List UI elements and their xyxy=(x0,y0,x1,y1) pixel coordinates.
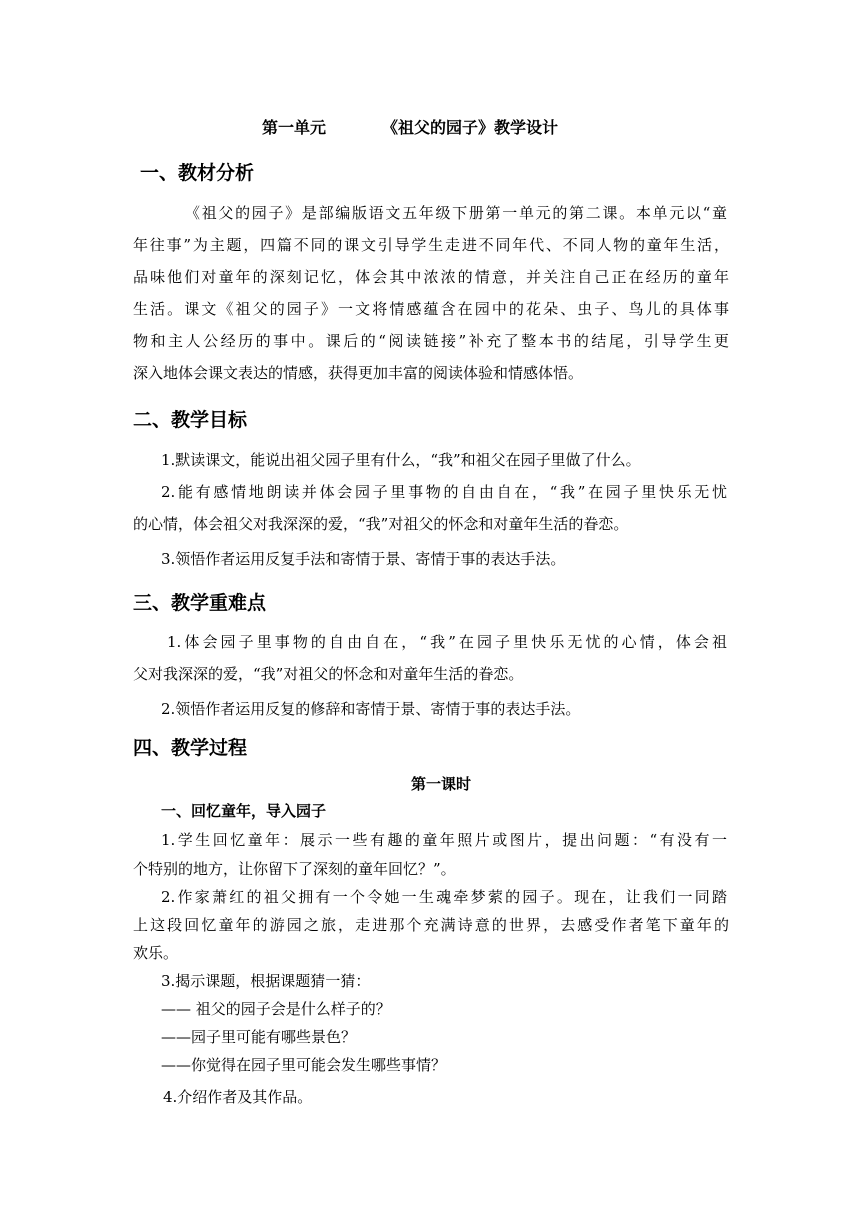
section-heading-objectives: 二、教学目标 xyxy=(133,409,248,431)
paragraph-line: 2.能有感情地朗读并体会园子里事物的自由自在，“我”在园子里快乐无忧 xyxy=(161,483,727,501)
paragraph-line: 年往事”为主题，四篇不同的课文引导学生走进不同年代、不同人物的童年生活， xyxy=(133,236,729,254)
paragraph-line: 物和主人公经历的事中。课后的“阅读链接”补充了整本书的结尾，引导学生更 xyxy=(133,332,729,350)
step-heading: 一、回忆童年，导入园子 xyxy=(161,802,327,820)
paragraph-line: —— 祖父的园子会是什么样子的？ xyxy=(161,1000,391,1018)
paragraph-line: 3.领悟作者运用反复手法和寄情于景、寄情于事的表达手法。 xyxy=(161,550,566,568)
paragraph-line: 父对我深深的爱，“我”对祖父的怀念和对童年生活的眷恋。 xyxy=(133,665,524,683)
paragraph-line: 欢乐。 xyxy=(133,944,179,962)
paragraph-line: 上这段回忆童年的游园之旅，走进那个充满诗意的世界，去感受作者笔下童年的 xyxy=(133,916,729,934)
paragraph-line: 1.学生回忆童年：展示一些有趣的童年照片或图片，提出问题：“有没有一 xyxy=(161,831,727,849)
paragraph-line: 生活。课文《祖父的园子》一文将情感蕴含在园中的花朵、虫子、鸟儿的具体事 xyxy=(133,300,729,318)
paragraph-line: 4.介绍作者及其作品。 xyxy=(163,1088,313,1106)
period-heading: 第一课时 xyxy=(411,775,472,793)
doc-title-name: 《祖父的园子》教学设计 xyxy=(382,118,559,137)
paragraph-line: 深入地体会课文表达的情感，获得更加丰富的阅读体验和情感体悟。 xyxy=(133,364,584,382)
paragraph-line: 1.体会园子里事物的自由自在，“我”在园子里快乐无忧的心情，体会祖 xyxy=(167,633,727,651)
paragraph-line: 的心情，体会祖父对我深深的爱，“我”对祖父的怀念和对童年生活的眷恋。 xyxy=(133,515,629,533)
doc-title-unit: 第一单元 xyxy=(262,118,327,137)
section-heading-analysis: 一、教材分析 xyxy=(140,162,255,184)
paragraph-line: 2.领悟作者运用反复的修辞和寄情于景、寄情于事的表达手法。 xyxy=(161,700,581,718)
paragraph-line: 3.揭示课题，根据课题猜一猜： xyxy=(161,972,371,990)
paragraph-line: 1.默读课文，能说出祖父园子里有什么，“我”和祖父在园子里做了什么。 xyxy=(161,451,641,469)
section-heading-key-points: 三、教学重难点 xyxy=(133,592,267,614)
paragraph-line: 个特别的地方，让你留下了深刻的童年回忆？”。 xyxy=(133,860,456,878)
paragraph-line: ——园子里可能有哪些景色？ xyxy=(161,1028,357,1046)
paragraph-line: 《祖父的园子》是部编版语文五年级下册第一单元的第二课。本单元以“童 xyxy=(185,204,727,222)
paragraph-line: 2.作家萧红的祖父拥有一个令她一生魂牵梦萦的园子。现在，让我们一同踏 xyxy=(161,888,727,906)
paragraph-line: ——你觉得在园子里可能会发生哪些事情？ xyxy=(161,1056,447,1074)
section-heading-process: 四、教学过程 xyxy=(133,737,248,759)
paragraph-line: 品味他们对童年的深刻记忆，体会其中浓浓的情意，并关注自己正在经历的童年 xyxy=(133,268,729,286)
